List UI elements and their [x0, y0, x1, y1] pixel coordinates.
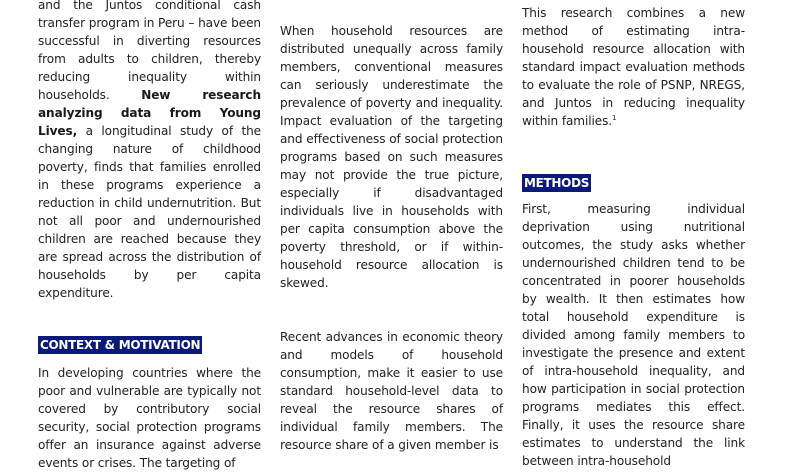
intro-text-start: and the Juntos conditional cash transfer program in Peru – have been successful in diverting resources from adults to children, thereby reducing inequality within households. [38, 0, 261, 102]
section-heading-context-motivation: CONTEXT & MOTIVATION [40, 338, 201, 352]
section-heading-methods: METHODS [524, 176, 590, 190]
column-middle [280, 22, 503, 454]
column-left [38, 0, 261, 472]
household-resources-paragraph: When household resources are distributed unequally across family members, conventional measures can seriously underestimate the prevalence of poverty and inequality. Impact evaluation of the targeting and effectiveness of social protection programs based on such measures may not provide the true picture, especially if disadvantaged individuals live in households with per capita consumption above the poverty threshold, or if within-household resource allocation is skewed. [280, 24, 503, 290]
context-paragraph: In developing countries where the poor and vulnerable are typically not covered by contributory social security, social protection programs offer an insurance against adverse events or crises. The targeting of [38, 366, 261, 470]
economic-theory-paragraph: Recent advances in economic theory and models of household consumption, make it easier to use standard household-level data to reveal the resource shares of individual family members. The resource share of a given member is [280, 330, 503, 452]
methods-paragraph: First, measuring individual deprivation using nutritional outcomes, the study asks whether undernourished children tend to be concentrated in poorer households by wealth. It then estimates how total household expenditure is divided among family members to investigate the presence and extent of intra-household inequality, and how participation in social protection programs mediates this effect. Finally, it uses the resource share estimates to understand the link between intra-household [522, 202, 745, 468]
footnote-reference[interactable]: 1 [612, 113, 617, 122]
intro-text-end: a longitudinal study of the changing nature of childhood poverty, finds that families enrolled in these programs experience a reduction in child undernutrition. But not all poor and undernourished children are reached because they are spread across the distribution of households by per capita expenditure. [38, 124, 261, 300]
column-right [522, 4, 745, 470]
research-summary-paragraph [522, 4, 745, 130]
research-summary-text: This research combines a new method of estimating intra-household resource allocation with standard impact evaluation methods to evaluate the role of PSNP, NREGS, and Juntos in reducing inequality within families. [522, 6, 745, 128]
intro-paragraph [38, 0, 261, 302]
young-lives-highlight: New research analyzing data from Young Lives, [38, 88, 261, 138]
